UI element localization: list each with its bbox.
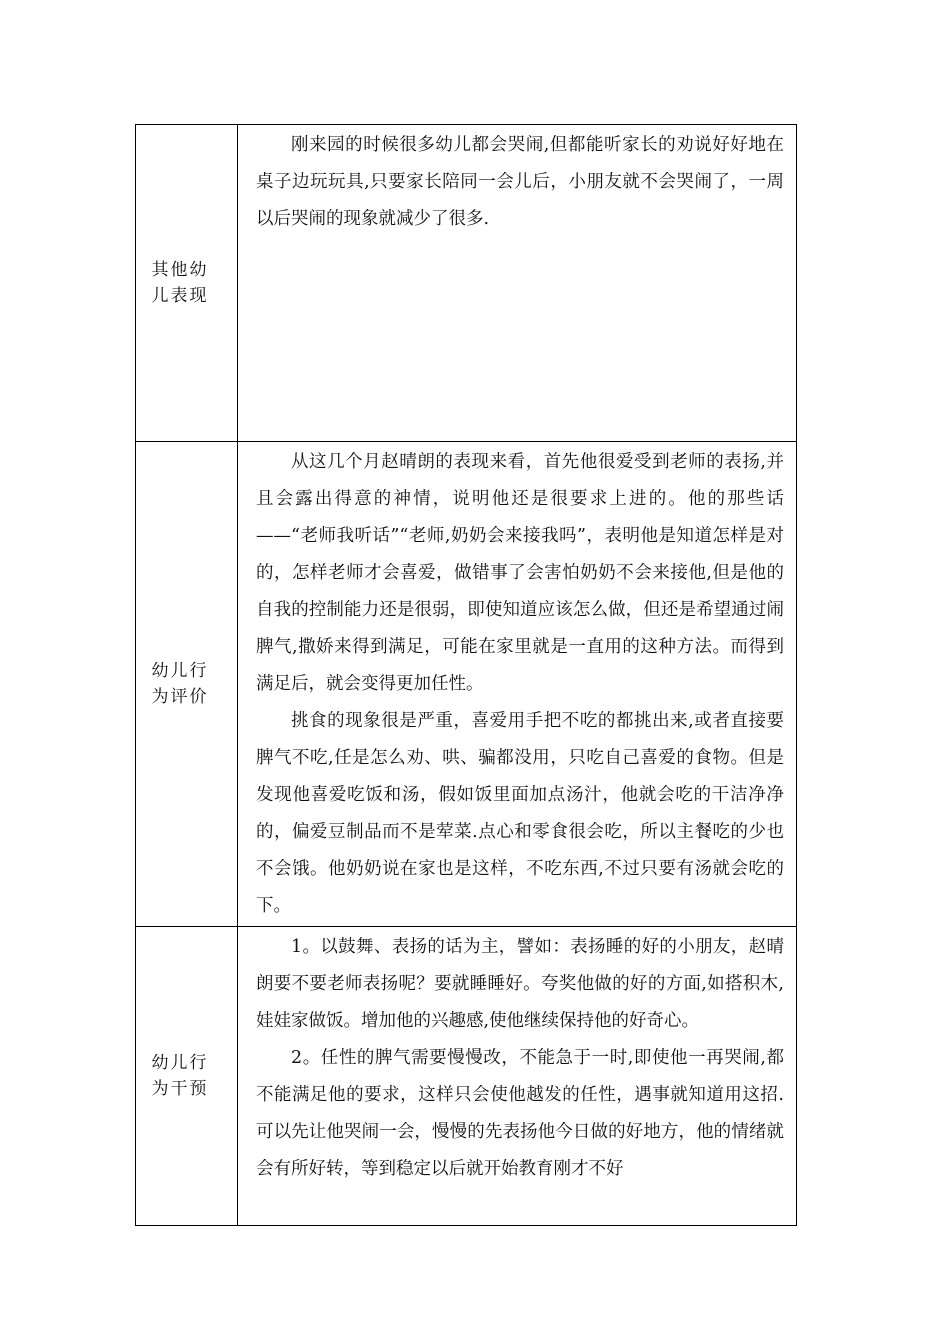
row-label-other-children: 其他幼儿表现 [151, 260, 209, 306]
observation-table [135, 124, 797, 1226]
table-row [136, 125, 797, 442]
row-label-cell [136, 125, 238, 442]
paragraph: 刚来园的时候很多幼儿都会哭闹,但都能听家长的劝说好好地在桌子边玩玩具,只要家长陪同一会儿后，小朋友就不会哭闹了，一周以后哭闹的现象就减少了很多. [256, 135, 784, 229]
row-label-behavior-intervention: 幼儿行为干预 [151, 1053, 209, 1099]
row-content-cell [238, 927, 797, 1226]
row-content-cell [238, 442, 797, 927]
row-label-cell [136, 442, 238, 927]
table-row [136, 927, 797, 1226]
row-label-behavior-evaluation: 幼儿行为评价 [151, 661, 209, 707]
row-label-cell [136, 927, 238, 1226]
paragraph: 挑食的现象很是严重，喜爱用手把不吃的都挑出来,或者直接要脾气不吃,任是怎么劝、哄、骗都没用，只吃自己喜爱的食物。但是发现他喜爱吃饭和汤，假如饭里面加点汤汁，他就会吃的干洁净净的，偏爱豆制品而不是荤菜.点心和零食很会吃，所以主餐吃的少也不会饿。他奶奶说在家也是这样，不吃东西,不过只要有汤就会吃的下。 [256, 711, 784, 916]
paragraph: 从这几个月赵晴朗的表现来看，首先他很爱受到老师的表扬,并且会露出得意的神情，说明他还是很要求上进的。他的那些话——“老师我听话”“老师,奶奶会来接我吗”，表明他是知道怎样是对的，怎样老师才会喜爱，做错事了会害怕奶奶不会来接他,但是他的自我的控制能力还是很弱，即使知道应该怎么做，但还是希望通过闹脾气,撒娇来得到满足，可能在家里就是一直用的这种方法。而得到满足后，就会变得更加任性。 [256, 452, 784, 694]
paragraph: 1。以鼓舞、表扬的话为主，譬如：表扬睡的好的小朋友，赵晴朗要不要老师表扬呢？要就睡睡好。夸奖他做的好的方面,如搭积木,娃娃家做饭。增加他的兴趣感,使他继续保持他的好奇心。 [256, 937, 784, 1031]
row-content-cell [238, 125, 797, 442]
table-row [136, 442, 797, 927]
paragraph: 2。任性的脾气需要慢慢改，不能急于一时,即使他一再哭闹,都不能满足他的要求，这样只会使他越发的任性，遇事就知道用这招.可以先让他哭闹一会，慢慢的先表扬他今日做的好地方，他的情绪就会有所好转，等到稳定以后就开始教育刚才不好 [256, 1048, 784, 1179]
